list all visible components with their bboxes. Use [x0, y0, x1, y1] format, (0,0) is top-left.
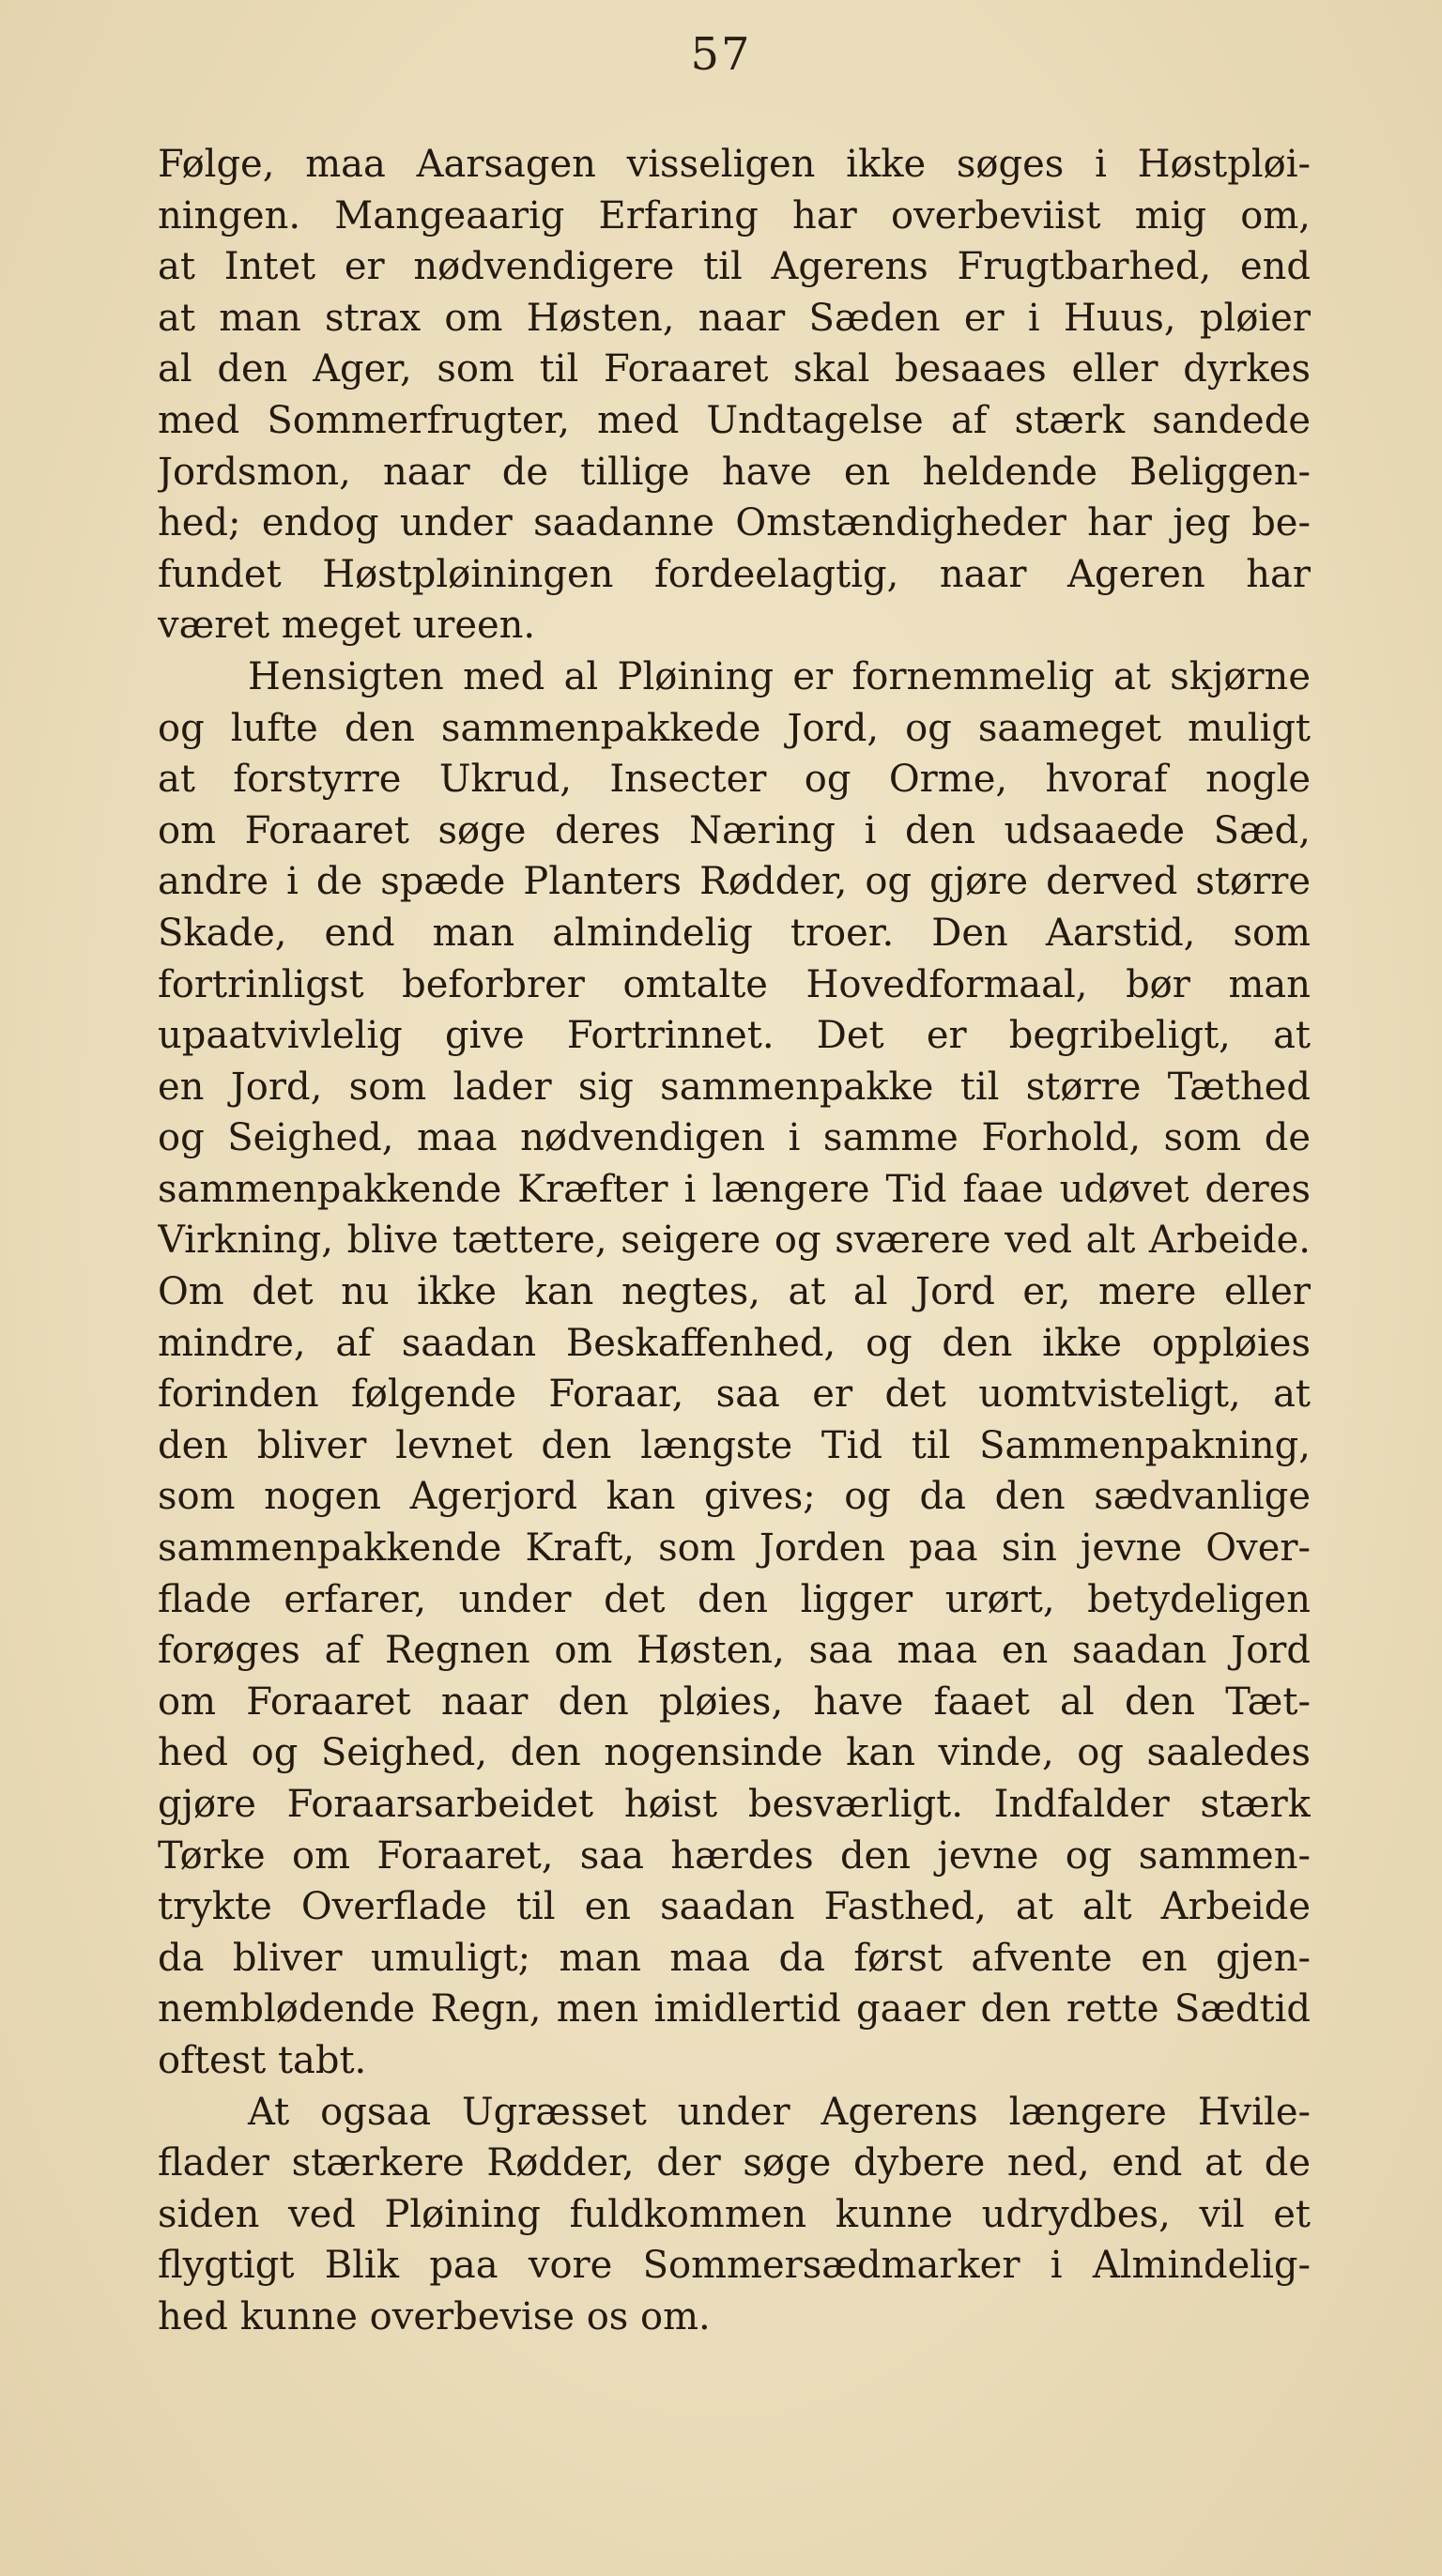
text-line: Tørke om Foraaret, saa hærdes den jevne og sammen- — [158, 1833, 1311, 1878]
text-line: forøges af Regnen om Høsten, saa maa en saadan Jord — [158, 1629, 1311, 1673]
text-line: gjøre Foraarsarbeidet høist besværligt. Indfalder stærk — [158, 1783, 1311, 1826]
text-line: nemblødende Regn, men imidlertid gaaer den rette Sædtid — [158, 1987, 1311, 2032]
text-line: at Intet er nødvendigere til Agerens Frugtbarhed, end — [158, 245, 1311, 289]
text-line: oftest tabt. — [158, 2038, 367, 2082]
text-line: mindre, af saadan Beskaffenhed, og den ikke oppløies — [158, 1321, 1311, 1365]
text-line: sammenpakkende Kræfter i længere Tid faae udøvet deres — [158, 1167, 1311, 1211]
text-line: hed og Seighed, den nogensinde kan vinde, og saaledes — [158, 1731, 1311, 1775]
text-line: forinden følgende Foraar, saa er det uomtvisteligt, at — [158, 1372, 1311, 1417]
body-text — [158, 139, 1311, 2343]
text-line: flade erfarer, under det den ligger urørt, betydeligen — [158, 1577, 1311, 1621]
text-line: sammenpakkende Kraft, som Jorden paa sin jevne Over- — [158, 1526, 1311, 1571]
text-line: Om det nu ikke kan negtes, at al Jord er, mere eller — [158, 1270, 1311, 1314]
text-line: hed; endog under saadanne Omstændigheder har jeg be- — [158, 501, 1311, 545]
text-line: fortrinligst beforbrer omtalte Hovedformaal, bør man — [158, 962, 1311, 1006]
text-line: den bliver levnet den længste Tid til Sammenpakning, — [158, 1423, 1311, 1467]
text-line: da bliver umuligt; man maa da først afvente en gjen- — [158, 1936, 1311, 1980]
page-number: 57 — [690, 28, 752, 81]
paragraph — [158, 2087, 1311, 2343]
text-line: Skade, end man almindelig troer. Den Aarstid, som — [158, 911, 1311, 955]
text-line: hed kunne overbevise os om. — [158, 2294, 711, 2338]
text-line: flader stærkere Rødder, der søge dybere ned, end at de — [158, 2141, 1311, 2185]
text-line: trykte Overflade til en saadan Fasthed, at alt Arbeide — [158, 1885, 1311, 1929]
text-line: om Foraaret søge deres Næring i den udsaaede Sæd, — [158, 808, 1311, 852]
text-line: om Foraaret naar den pløies, have faaet al den Tæt- — [158, 1679, 1311, 1724]
text-line: Hensigten med al Pløining er fornemmelig at skjørne — [248, 654, 1311, 698]
text-line: At ogsaa Ugræsset under Agerens længere Hvile- — [248, 2090, 1311, 2134]
text-line: og lufte den sammenpakkede Jord, og saameget muligt — [158, 706, 1311, 750]
text-line: Virkning, blive tættere, seigere og sværere ved alt Arbeide. — [158, 1219, 1311, 1263]
text-line: siden ved Pløining fuldkommen kunne udrydbes, vil et — [158, 2192, 1311, 2236]
text-line: upaatvivlelig give Fortrinnet. Det er begribeligt, at — [158, 1014, 1311, 1058]
text-line: andre i de spæde Planters Rødder, og gjøre derved større — [158, 860, 1311, 904]
text-line: Jordsmon, naar de tillige have en heldende Beliggen- — [158, 450, 1311, 494]
text-line: som nogen Agerjord kan gives; og da den sædvanlige — [158, 1475, 1311, 1519]
text-line: en Jord, som lader sig sammenpakke til større Tæthed — [158, 1065, 1311, 1109]
text-line: ningen. Mangeaarig Erfaring har overbeviist mig om, — [158, 193, 1311, 238]
text-line: al den Ager, som til Foraaret skal besaaes eller dyrkes — [158, 347, 1311, 391]
paragraph — [158, 652, 1311, 2087]
text-line: været meget ureen. — [158, 604, 536, 648]
text-line: at forstyrre Ukrud, Insecter og Orme, hvoraf nogle — [158, 758, 1311, 802]
paragraph — [158, 139, 1311, 652]
text-line: Følge, maa Aarsagen visseligen ikke søges i Høstpløi- — [158, 143, 1311, 186]
text-line: med Sommerfrugter, med Undtagelse af stærk sandede — [158, 398, 1311, 442]
text-line: flygtigt Blik paa vore Sommersædmarker i Almindelig- — [158, 2244, 1311, 2288]
text-line: at man strax om Høsten, naar Sæden er i Huus, pløier — [158, 296, 1311, 340]
text-line: fundet Høstpløiningen fordeelagtig, naar Ageren har — [158, 552, 1311, 596]
text-line: og Seighed, maa nødvendigen i samme Forhold, som de — [158, 1116, 1311, 1160]
